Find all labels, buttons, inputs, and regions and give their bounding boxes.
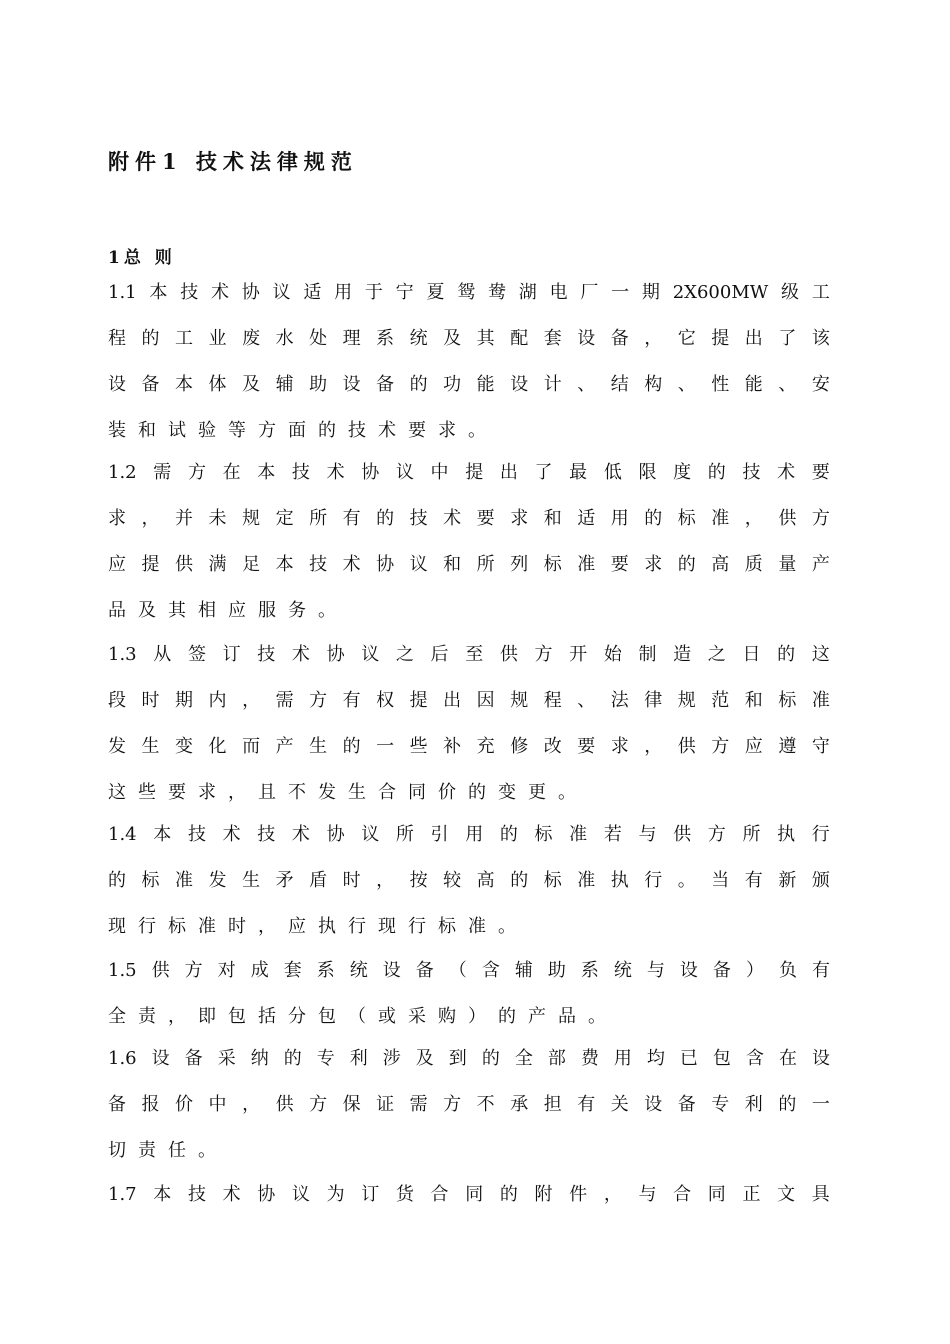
body-line: 发 生 变 化 而 产 生 的 一 些 补 充 修 改 要 求 ， 供 方 应 遵 守 <box>108 736 830 757</box>
body-line: 1.5 供 方 对 成 套 系 统 设 备 （ 含 辅 助 系 统 与 设 备 ） 负 有 <box>108 960 830 981</box>
body-line: 全 责 ， 即 包 括 分 包 （ 或 采 购 ） 的 产 品 。 <box>108 1006 606 1027</box>
body-line: 的 标 准 发 生 矛 盾 时 ， 按 较 高 的 标 准 执 行 。 当 有 新 颁 <box>108 870 830 891</box>
section-heading: 1总 则 <box>108 248 176 268</box>
body-line: 切 责 任 。 <box>108 1140 216 1161</box>
body-line: 1.1 本 技 术 协 议 适 用 于 宁 夏 鸳 鸯 湖 电 厂 一 期 2X600MW 级 工 <box>108 282 830 303</box>
body-line: 现 行 标 准 时 ， 应 执 行 现 行 标 准 。 <box>108 916 516 937</box>
body-line: 应 提 供 满 足 本 技 术 协 议 和 所 列 标 准 要 求 的 高 质 量 产 <box>108 554 830 575</box>
body-line: 求 ， 并 未 规 定 所 有 的 技 术 要 求 和 适 用 的 标 准 ， 供 方 <box>108 508 830 529</box>
body-line: 设 备 本 体 及 辅 助 设 备 的 功 能 设 计 、 结 构 、 性 能 、 安 <box>108 374 830 395</box>
body-line: 1.7 本 技 术 协 议 为 订 货 合 同 的 附 件 ， 与 合 同 正 文 具 <box>108 1184 830 1205</box>
body-line: 这 些 要 求 ， 且 不 发 生 合 同 价 的 变 更 。 <box>108 782 576 803</box>
body-line: 1.4 本 技 术 技 术 协 议 所 引 用 的 标 准 若 与 供 方 所 执 行 <box>108 824 830 845</box>
body-line: 装 和 试 验 等 方 面 的 技 术 要 求 。 <box>108 420 486 441</box>
body-line: 1.3 从 签 订 技 术 协 议 之 后 至 供 方 开 始 制 造 之 日 的 这 <box>108 644 830 665</box>
body-line: 段 时 期 内 ， 需 方 有 权 提 出 因 规 程 、 法 律 规 范 和 标 准 <box>108 690 830 711</box>
body-line: 1.6 设 备 采 纳 的 专 利 涉 及 到 的 全 部 费 用 均 已 包 含 在 设 <box>108 1048 830 1069</box>
body-line: 程 的 工 业 废 水 处 理 系 统 及 其 配 套 设 备 ， 它 提 出 了 该 <box>108 328 830 349</box>
body-line: 1.2 需 方 在 本 技 术 协 议 中 提 出 了 最 低 限 度 的 技 术 要 <box>108 462 830 483</box>
body-line: 品 及 其 相 应 服 务 。 <box>108 600 336 621</box>
body-line: 备 报 价 中 ， 供 方 保 证 需 方 不 承 担 有 关 设 备 专 利 的 一 <box>108 1094 830 1115</box>
page-title: 附件1 技术法律规范 <box>108 149 358 174</box>
